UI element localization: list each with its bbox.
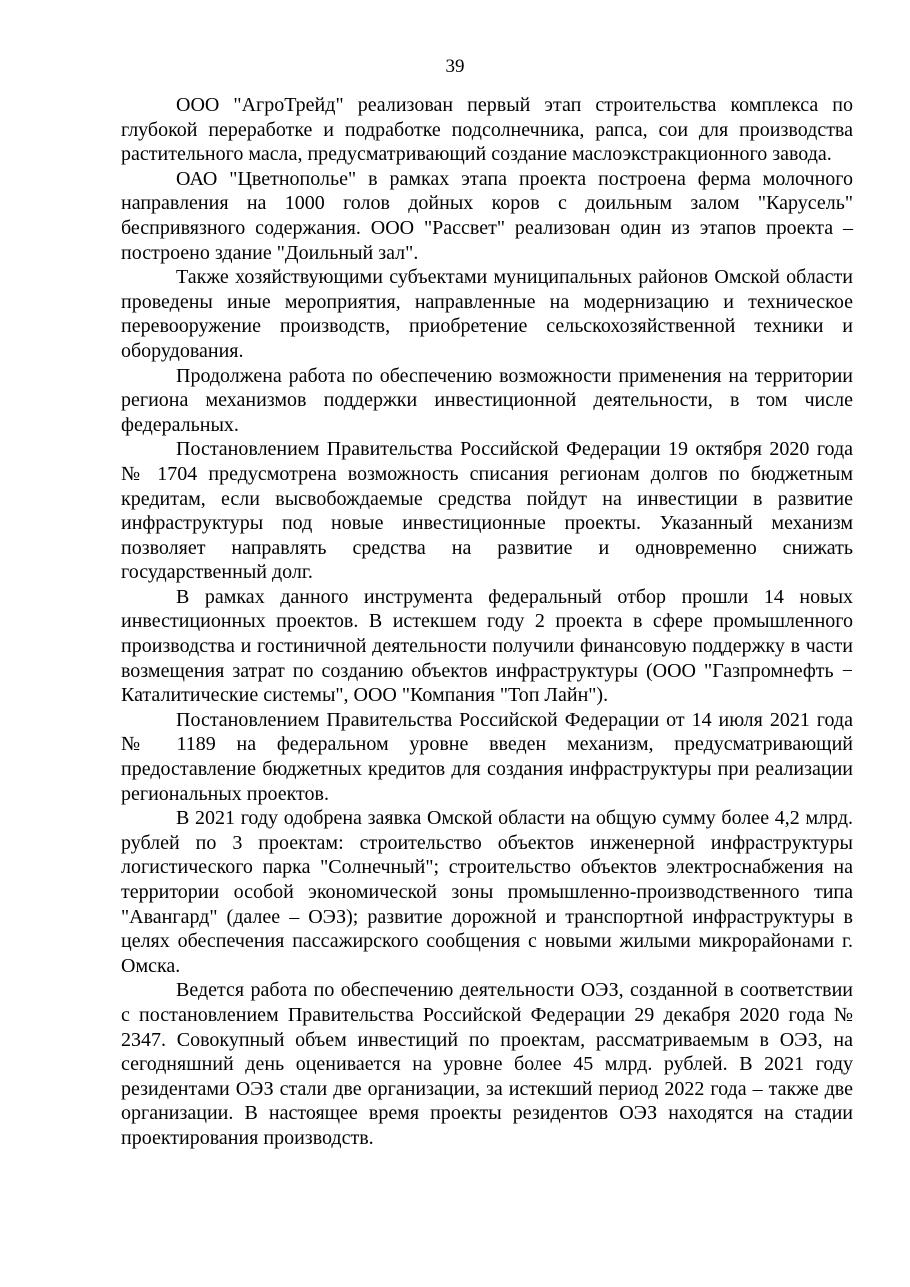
paragraph-decree-1704: Постановлением Правительства Российской Федерации 19 октября 2020 года № 1704 предусмотрена возможность списания регионам долгов по бюджетным кредитам, если высвобождаемые средства пойдут на инвестиции в развитие инфраструктуры под новые инвестиционные проекты. Указанный механизм позволяет направлять средства на развитие и одновременно снижать государственный долг. <box>121 438 853 584</box>
paragraph-investment-support: Продолжена работа по обеспечению возможности применения на территории региона механизмов поддержки инвестиционной деятельности, в том числе федеральных. <box>121 364 853 436</box>
page-number: 39 <box>445 56 465 77</box>
paragraph-decree-1189: Постановлением Правительства Российской Федерации от 14 июля 2021 года № 1189 на федеральном уровне введен механизм, предусматривающий предоставление бюджетных кредитов для создания инфраструктуры при реализации региональных проектов. <box>121 708 853 805</box>
paragraph-agrotrade: ООО "АгроТрейд" реализован первый этап строительства комплекса по глубокой переработке и подработке подсолнечника, рапса, сои для производства растительного масла, предусматривающий создание маслоэкстракционного завода. <box>121 94 853 166</box>
document-body <box>121 93 853 1151</box>
paragraph-special-economic-zone: Ведется работа по обеспечению деятельности ОЭЗ, созданной в соответствии с постановлением Правительства Российской Федерации 29 декабря 2020 года № 2347. Совокупный объем инвестиций по проектам, рассматриваемым в ОЭЗ, на сегодняшний день оценивается на уровне более 45 млрд. рублей. В 2021 году резидентами ОЭЗ стали две организации, за истекший период 2022 года – также две организации. В настоящее время проекты резидентов ОЭЗ находятся на стадии проектирования производств. <box>121 979 853 1149</box>
paragraph-tsvetnopolye: ОАО "Цветнополье" в рамках этапа проекта построена ферма молочного направления на 1000 голов дойных коров с доильным залом "Карусель" беспривязного содержания. ООО "Рассвет" реализован один из этапов проекта – построено здание "Доильный зал". <box>121 167 853 264</box>
paragraph-municipal-districts: Также хозяйствующими субъектами муниципальных районов Омской области проведены иные мероприятия, направленные на модернизацию и техническое перевооружение производств, приобретение сельскохозяйственной техники и оборудования. <box>121 266 853 362</box>
paragraph-omsk-application: В 2021 году одобрена заявка Омской области на общую сумму более 4,2 млрд. рублей по 3 проектам: строительство объектов инженерной инфраструктуры логистического парка "Солнечный"; строительство объектов электроснабжения на территории особой экономической зоны промышленно-производственного типа "Авангард" (далее – ОЭЗ); развитие дорожной и транспортной инфраструктуры в целях обеспечения пассажирского сообщения с новыми жилыми микрорайонами г. Омска. <box>121 807 853 977</box>
paragraph-federal-selection: В рамках данного инструмента федеральный отбор прошли 14 новых инвестиционных проектов. В истекшем году 2 проекта в сфере промышленного производства и гостиничной деятельности получили финансовую поддержку в части возмещения затрат по созданию объектов инфраструктуры (ООО "Газпромнефть − Каталитические системы", ООО "Компания "Топ Лайн"). <box>121 585 853 707</box>
